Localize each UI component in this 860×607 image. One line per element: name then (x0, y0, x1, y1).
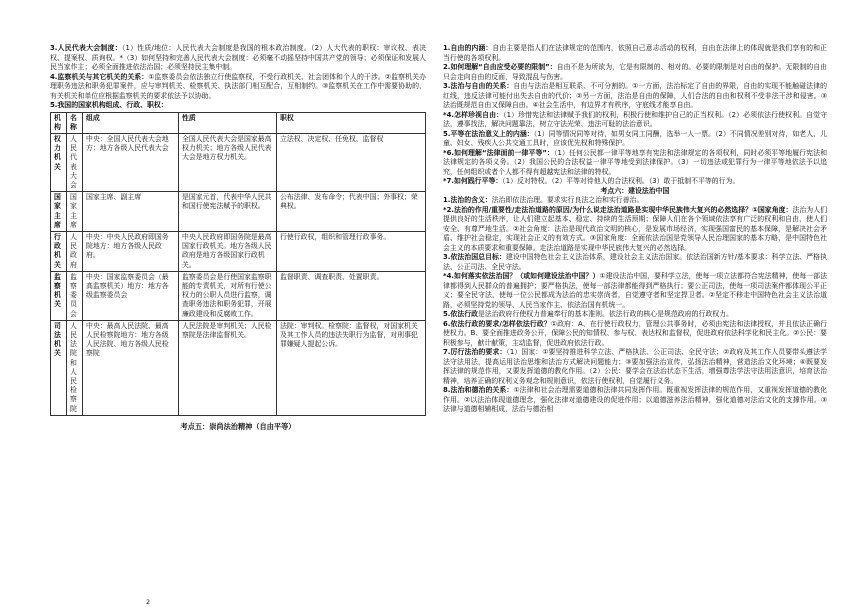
table-row: 权力机关 人民代表大会 中央：全国人民代表大会地方：地方各级人民代表大会 全国人民代表大会是国家最高权力机关；地方各级人民代表大会是地方权力机关。 立法权、决定权、任免权、监督权 (51, 133, 426, 191)
paragraph: *4.如何落实依法治国？（或如何建设法治中国？）①建设法治中国，要科学立法，使每一项立法都符合宪法精神，使每一部法律都得到人民群众的普遍拥护；要严格执法，使每一部法律都能得到严格执行；要公正司法，使每一项司法案件都体现公平正义；要全民守法，使每一位公民都成为法治的忠实崇尚者，自觉遵守者和坚定捍卫者。②坚定不移走中国特色社会主义法治道路，必须坚持党的领导、人民当家作主、依法治国有机统一。 (443, 272, 827, 309)
table-row: 监察机关 监察委员会 中央：国家监察委员会（最高监察机关）地方：地方各级监察委员会 监察委员会是行使国家监察职能的专责机关，对所有行使公权力的公职人员进行监察，调查职务违法和职务犯罪，开展廉政建设和反腐败工作。 监督职责、调查职责、处置职责。 (51, 271, 426, 320)
section-heading-rule-of-law-china: 考点六：建设法治中国 (600, 186, 670, 195)
paragraph: 1.自由的内涵：自由主要是指人们在法律规定的范围内，依照自己意志活动的权利，自由在法律上的体现就是我们享有的和正当行使的各项权利。 (443, 44, 827, 62)
paragraph: 5.依法行政是法治政府行使权力普遍奉行的基本准则。依法行政的核心是规范政府的行政权力。 (443, 310, 733, 318)
paragraph: *2.法治的作用/重要性/走法治道路的原因/为什么说走法治道路是实现中华民族伟大复兴的必然选择？①国家角度：法治为人们提供良好的生活秩序，让人们建立起基本、稳定、持续的生活预期；保障人们在各个领域依法享有广泛的权利和自由，使人们安全、有尊严地生活。②社会角度：法治是现代政治文明的核心，是发展市场经济，实现强国富民的基本保障，是解决社会矛盾、维护社会稳定，实现社会正义的有效方式。③国家角度：全面依法治国是党领导人民治理国家的基本方略，是中国特色社会主义的本质要求和重要保障。走法治道路是实现中华民族伟大复兴的必然选择。 (443, 205, 827, 252)
left-column (50, 44, 426, 431)
right-column (443, 44, 827, 415)
page-number: 2 (146, 598, 151, 606)
paragraph: 6.依法行政的要求/怎样依法行政？①政府：A、在行使行政权力，管理公共事务时，必须由宪法和法律授权，并且依法正确行使权力。B、要全面推进政务公开，保障公民的知情权、参与权、表达权和监督权，促进政府依法科学化和民主化。②公民：要积极参与，献计献策，主动监督，促进政府依法行政。 (443, 319, 827, 347)
header-name: 名称 (67, 112, 83, 133)
paragraph: 1.法治的含义：法治即依法治理。要求实行良法之治和实行善治。 (443, 196, 644, 204)
paragraph: 8.法治和德治的关系：①法律和社会治理需要道德和法律共同发挥作用。既重视发挥法律的规范作用，又重视发挥道德的教化作用。②以法治体现道德理念，强化法律对道德建设的促进作用；以道德滋养法治精神，强化道德对法治文化的支撑作用。③法律与道德相辅相成，法治与德治相 (443, 386, 827, 413)
paragraph: 3.法治与自由的关系：自由与法治是相互联系、不可分割的。①一方面，法治标定了自由的界限，自由的实现不能触碰法律的红线，违反法律可能付出失去自由的代价；②另一方面，法治是自由的保障，人们合法的自由和权利不受非法干涉和侵害。③法治既规范自由又保障自由。④社会生活中，有边界才有秩序，守底线才能享自由。 (443, 82, 827, 109)
paragraph: 5.平等在法治意义上的内涵：（1）同等情况同等对待，如男女同工同酬，选举一人一票。（2）不同情况差别对待，如老人、儿童、妇女、残疾人公共交通工具时，应该优先权和特殊保护。 (443, 129, 827, 147)
paragraph: *6.如何理解“法律面前一律平等”：（1）任何公民都一律平等地享有宪法和法律规定的各项权利，同时必须平等地履行宪法和法律规定的各项义务。（2）我国公民的合法权益一律平等地受到法律保护。（3）一切违法或犯罪行为一律平等地依法予以追究，任何组织或者个人都不得有超越宪法和法律的特权。 (443, 148, 827, 176)
table-header-row (51, 112, 426, 133)
paragraph-npc-system: 3.人民代表大会制度：（1）性质/地位：人民代表大会制度是我国的根本政治制度。（2）人大代表的职权：审议权、表决权、提案权、质询权。*（3）如何坚持和完善人民代表大会制度：必须毫不动摇坚持中国共产党的领导；必须保证和发展人民当家作主；必须全面推进依法治国；必须坚持民主集中制。 (50, 44, 427, 71)
paragraph: 7.厉行法治的要求：（1）国家：①要坚持推进科学立法、严格执法、公正司法、全民守法；②政府及其工作人员要带头遵法学法守法用法，提高运用法治思维和法治方式解决问题能力；③要加强法治宣传，弘扬法治精神，营造法治文化环境；④既要发挥法律的规范作用，又要发挥道德的教化作用。（2）公民：要学会在法治状态下生活，增强尊法学法守法用法意识，培育法治精神，培养正确的权利义务观念和规则意识，依法行使权利，自觉履行义务。 (443, 348, 827, 385)
paragraph-supervision-relations: 4.监察机关与其它机关的关系：①监察委员会依法独立行使监察权，不受行政机关、社会团体和个人的干涉。②监察机关办理职务违法和职务犯罪案件，应与审判机关、检察机关、执法部门相互配合，互相制约。③监察机关在工作中需要协助的，有关机关和单位应根据监察机关的要求依法予以协助。 (50, 72, 426, 100)
header-composition: 组成 (83, 112, 179, 133)
header-powers: 职权 (277, 112, 426, 133)
table-title: 5.我国的国家机构组成、行政、职权： (50, 101, 168, 109)
paragraph: *4.怎样珍视自由：（1）珍惜宪法和法律赋予我们的权利，积极行使和维护自己的正当权利。（2）必须依法行使权利。自觉守法，遵事找法，解决问题靠法，树立守法光荣、违法可耻的法治意识。 (443, 110, 827, 128)
table-row: 行政机关 人民政府 中央：中央人民政府即国务院地方：地方各级人民政府。 中央人民政府即国务院是最高国家行政机关。地方各级人民政府是地方各级国家行政机关。 行使行政权，组织和管理行政事务。 (51, 231, 426, 271)
section-heading-rule-of-law-spirit: 考点五：崇尚法治精神（自由平等） (180, 421, 296, 431)
paragraph: *7.如何践行平等：（1）反对特权。（2）平等对待他人的合法权利。（3）敢于抵制不平等的行为。 (443, 177, 740, 185)
table-row: 国家主席 国家主席 国家主席、副主席 是国家元首，代表中华人民共和国行使宪法赋予的职权。 公布法律、发布命令；代表中国；外事权；荣典权。 (51, 192, 426, 232)
header-org: 机构 (51, 112, 67, 133)
state-organs-table (50, 112, 426, 416)
table-row: 司法机关 人民法院和人民检察院 中央：最高人民法院、最高人民检察院地方：地方各级人民法院、地方各级人民检察院 人民法院是审判机关；人民检察院是法律监督机关。 法院：审判权。检察院：监督权，对国家机关及其工作人员的违法失职行为监督，对刑事犯罪嫌疑人提起公诉。 (51, 320, 426, 415)
header-nature: 性质 (179, 112, 277, 133)
paragraph: 2.如何理解“自由应受必要的限制”：自由不是为所欲为，它是有限制的、相对的。必要的限制是对自由的保护。无限制的自由只会走向自由的反面，导致混乱与伤害。 (443, 63, 828, 81)
paragraph: 3.依法治国总目标：建设中国特色社会主义法治体系，建设社会主义法治国家。依法治国新方针/基本要求：科学立法、严格执法、公正司法、全民守法。 (443, 253, 827, 271)
